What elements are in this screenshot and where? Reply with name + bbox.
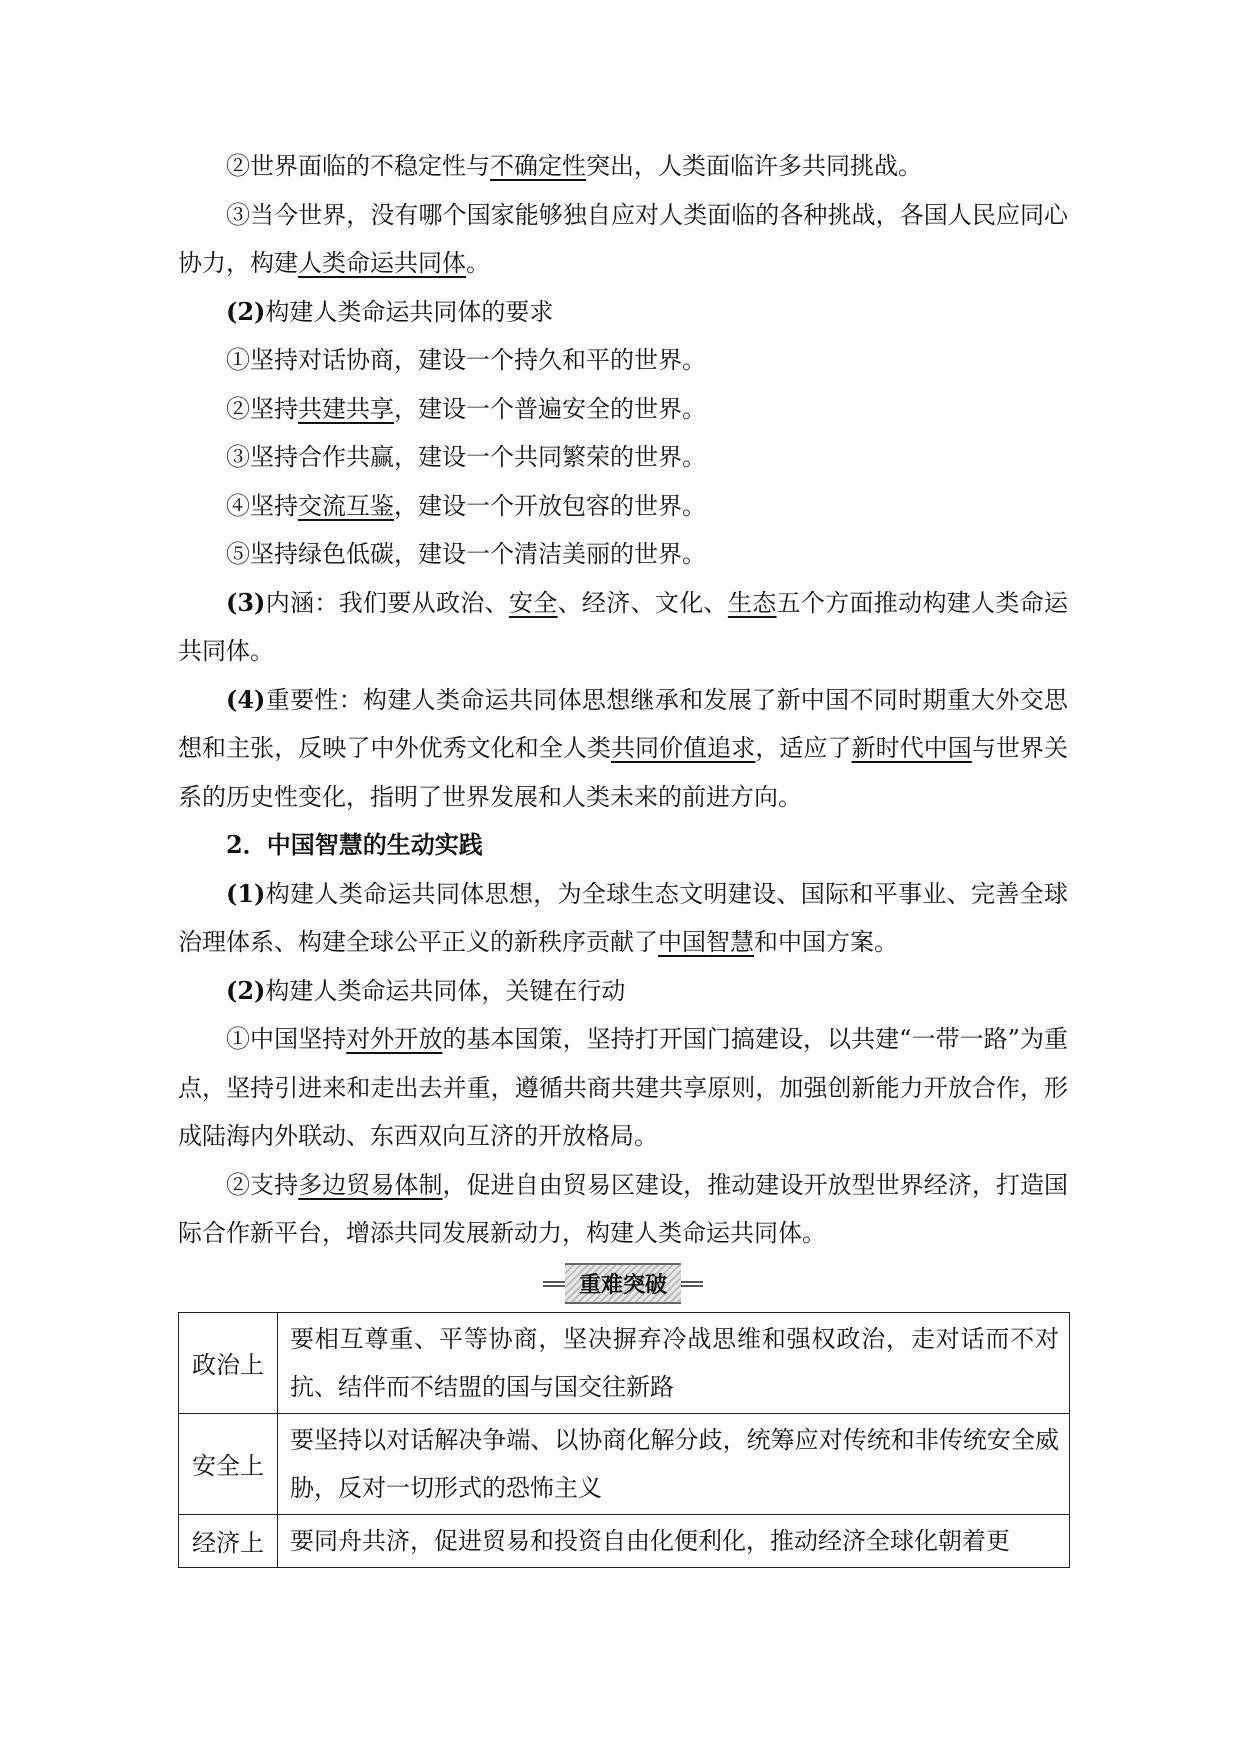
section-banner: [178, 1262, 1068, 1306]
row-content: 要同舟共济，促进贸易和投资自由化便利化，推动经济全球化朝着更: [278, 1514, 1070, 1567]
text-segment: 重要性：构建人类命运共同体思想继承和发展了新中国不同时期重大外交思想和主张，反映了中外优秀文化和全人类: [178, 685, 1068, 762]
paragraph-connotation: [178, 579, 1068, 676]
underlined-keyword: 多边贸易体制: [298, 1170, 443, 1199]
underlined-keyword: 安全: [508, 588, 558, 617]
text-segment: 的基本国策，坚持打开国门搞建设，以共建“一带一路”为重点，坚持引进来和走出去并重，遵循共商共建共享原则，加强创新能力开放合作，形成陆海内外联动、东西双向互济的开放格局。: [178, 1025, 1069, 1150]
table-row: [179, 1413, 1070, 1514]
section-heading-requirements: [178, 288, 1068, 337]
row-label: 安全上: [179, 1413, 278, 1514]
table-row: [179, 1514, 1070, 1567]
paragraph-wisdom: [178, 870, 1068, 967]
underlined-keyword: 共建共享: [298, 394, 394, 423]
row-label: 经济上: [179, 1514, 278, 1567]
banner-title: 重难突破: [565, 1263, 681, 1304]
section-heading-action: [178, 967, 1068, 1016]
text-segment: ，促进自由贸易区建设，推动建设开放型世界经济，打造国际合作新平台，增添共同发展新动力，构建人类命运共同体。: [178, 1170, 1069, 1247]
text-segment: 、经济、文化、: [557, 588, 728, 617]
table-row: [179, 1312, 1070, 1413]
text-segment: ④坚持: [226, 491, 298, 520]
text-segment: 与世界关系的历史性变化，指明了世界发展和人类未来的前进方向。: [178, 734, 1069, 811]
text-segment: 。: [466, 249, 490, 277]
list-item-shared: [178, 385, 1068, 434]
paragraph-cooperation: [178, 191, 1068, 288]
list-item-green: ⑤坚持绿色低碳，建设一个清洁美丽的世界。: [226, 540, 706, 568]
row-content: 要相互尊重、平等协商，坚决摒弃冷战思维和强权政治，走对话而不对抗、结伴而不结盟的国与国交往新路: [278, 1312, 1070, 1413]
section-number: (2): [226, 975, 266, 1005]
underlined-keyword: 不确定性: [490, 152, 586, 180]
list-item-winwin: ③坚持合作共赢，建设一个共同繁荣的世界。: [226, 443, 706, 471]
text-segment: ，适应了: [755, 734, 852, 762]
text-segment: 内涵：我们要从政治、: [265, 588, 509, 617]
section-number: (3): [226, 587, 266, 617]
text-segment: ②世界面临的不稳定性与: [226, 152, 490, 180]
text-segment: ①中国坚持: [226, 1025, 347, 1053]
underlined-keyword: 人类命运共同体: [298, 249, 466, 277]
list-item-dialogue: ①坚持对话协商，建设一个持久和平的世界。: [226, 346, 706, 374]
paragraph-uncertainty: [178, 142, 1068, 191]
underlined-keyword: 生态: [727, 588, 777, 617]
text-segment: 构建人类命运共同体思想，为全球生态文明建设、国际和平事业、完善全球治理体系、构建全球公平正义的新秩序贡献了: [178, 879, 1068, 956]
underlined-keyword: 新时代中国: [851, 734, 972, 762]
paragraph-importance: [178, 676, 1068, 822]
text-segment: ③当今世界，没有哪个国家能够独自应对人类面临的各种挑战，各国人民应同心协力，构建: [178, 200, 1068, 277]
section-number: (1): [226, 878, 266, 908]
banner-right-rule: [681, 1281, 703, 1287]
list-item-exchange: [178, 482, 1068, 531]
text-segment: ，建设一个开放包容的世界。: [394, 491, 706, 520]
underlined-keyword: 对外开放: [346, 1025, 443, 1053]
banner-decoration: [543, 1263, 703, 1304]
section-heading-practice: 2．中国智慧的生动实践: [226, 830, 483, 859]
section-title: 构建人类命运共同体的要求: [265, 297, 554, 326]
paragraph-multilateral: [178, 1161, 1068, 1258]
underlined-keyword: 共同价值追求: [611, 734, 756, 762]
section-title: 构建人类命运共同体，关键在行动: [265, 976, 626, 1005]
key-points-table: [178, 1312, 1070, 1568]
row-content: 要坚持以对话解决争端、以协商化解分歧，统筹应对传统和非传统安全威胁，反对一切形式的恐怖主义: [278, 1413, 1070, 1514]
paragraph-opening-up: [178, 1015, 1068, 1161]
text-segment: ，建设一个普遍安全的世界。: [394, 394, 706, 423]
text-segment: 突出，人类面临许多共同挑战。: [586, 152, 922, 180]
underlined-keyword: 交流互鉴: [298, 491, 394, 520]
text-segment: ②支持: [226, 1170, 299, 1199]
row-label: 政治上: [179, 1312, 278, 1413]
text-segment: 和中国方案。: [754, 928, 898, 956]
section-number: (2): [226, 296, 266, 326]
text-segment: 五个方面推动构建人类命运共同体。: [178, 588, 1069, 665]
section-number: (4): [226, 684, 266, 714]
text-segment: ②坚持: [226, 394, 298, 423]
underlined-keyword: 中国智慧: [658, 928, 754, 956]
banner-left-rule: [543, 1281, 565, 1287]
document-page: [178, 142, 1068, 1568]
